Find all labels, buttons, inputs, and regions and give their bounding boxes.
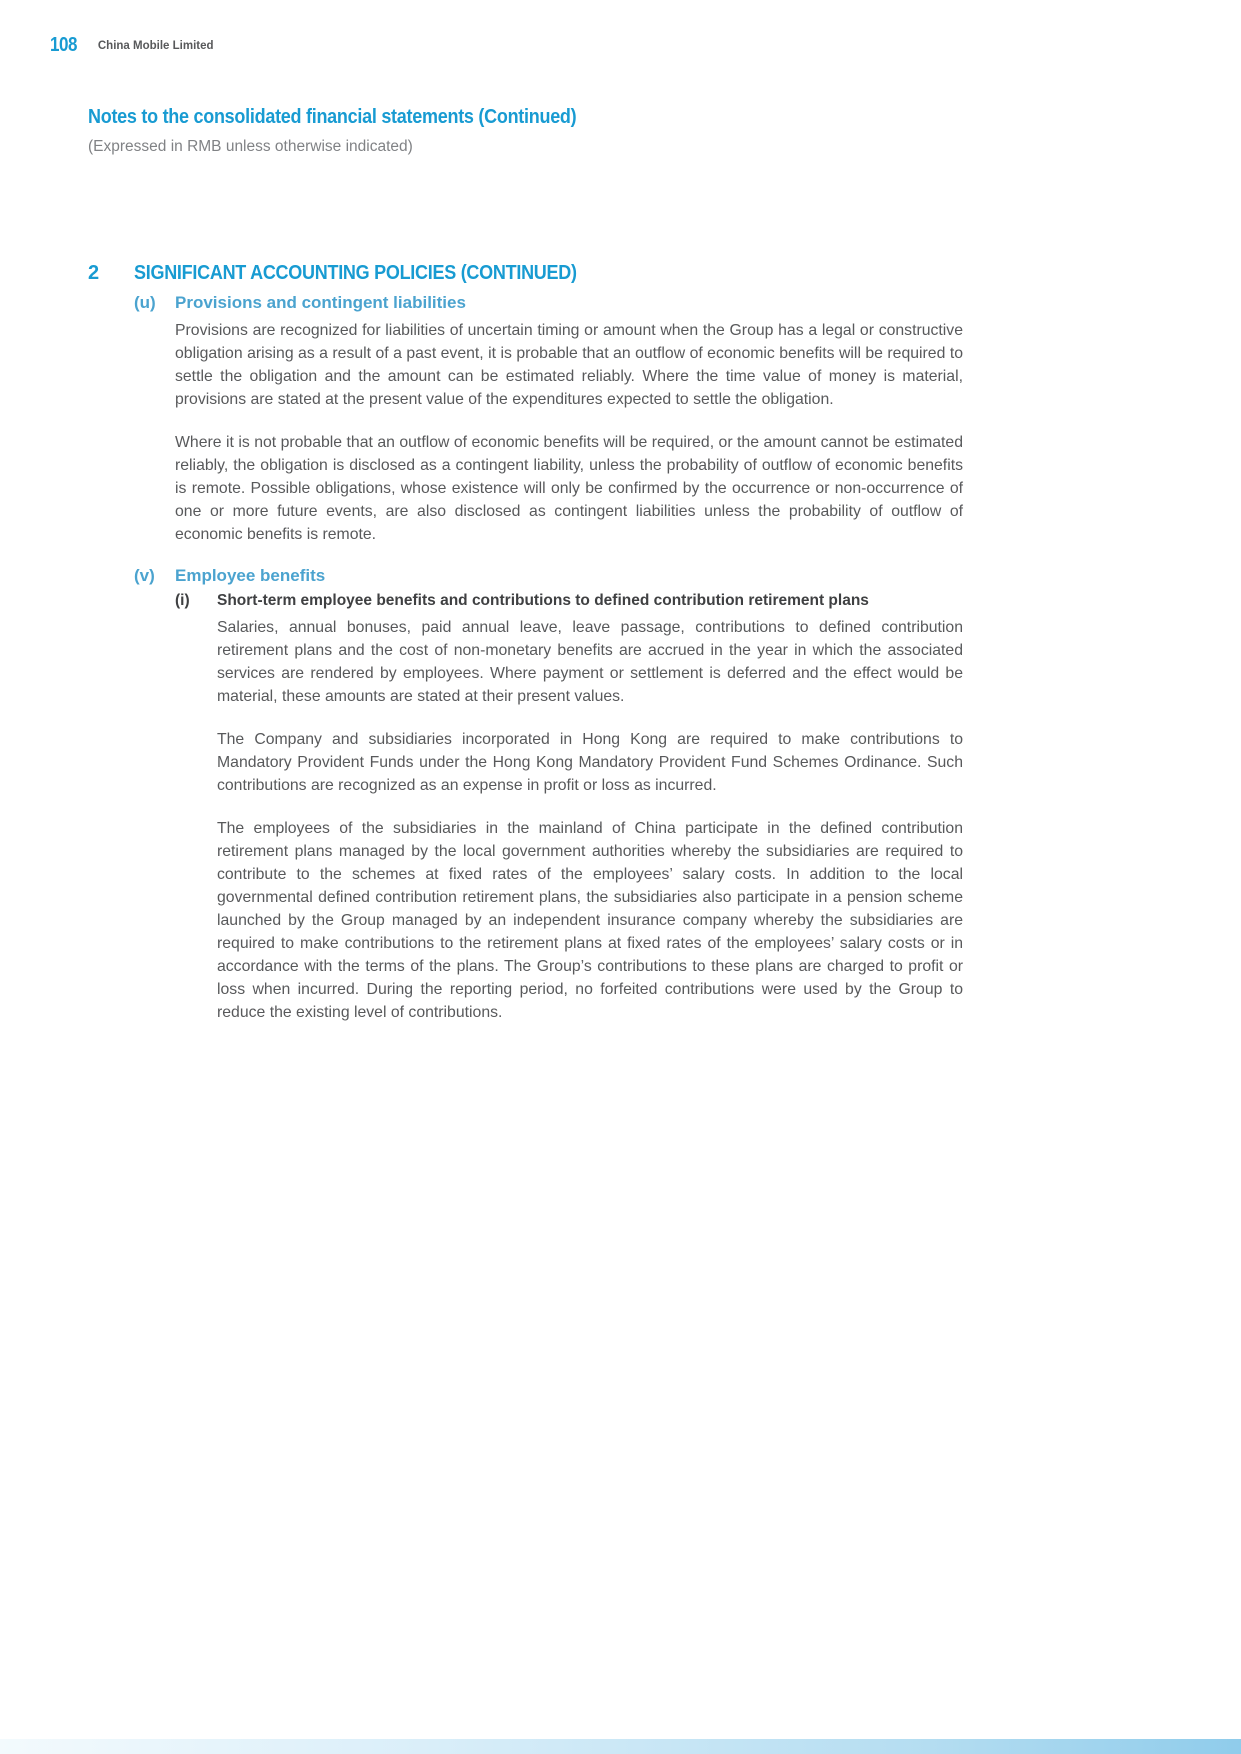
section-heading bbox=[88, 262, 963, 285]
paragraph: Where it is not probable that an outflow of economic benefits will be required, or the amount cannot be estimated reliably, the obligation is disclosed as a contingent liability, unless the probability of outflow of economic benefits is remote. Possible obligations, whose existence will only be confirmed by the occurrence or non-occurrence of one or more future events, are also disclosed as contingent liabilities unless the probability of outflow of economic benefits is remote. bbox=[175, 434, 963, 543]
company-name: China Mobile Limited bbox=[97, 40, 214, 52]
paragraph: The Company and subsidiaries incorporated in Hong Kong are required to make contributions to Mandatory Provident Funds under the Hong Kong Mandatory Provident Fund Schemes Ordinance. Such contributions are recognized as an expense in profit or loss as incurred. bbox=[217, 731, 963, 794]
subitem-short-term-benefits bbox=[175, 592, 963, 1024]
subsection-body bbox=[175, 319, 963, 546]
section-number: 2 bbox=[88, 262, 100, 284]
section-title: SIGNIFICANT ACCOUNTING POLICIES (CONTINUED) bbox=[134, 262, 577, 284]
subsection-employee-benefits bbox=[134, 566, 963, 1024]
subsection-heading bbox=[134, 566, 963, 586]
subitem-title: Short-term employee benefits and contributions to defined contribution retirement plans bbox=[217, 592, 869, 609]
subitem-label: (i) bbox=[175, 592, 190, 609]
subsection-heading bbox=[134, 293, 963, 313]
subsection-title: Employee benefits bbox=[175, 566, 326, 585]
subsection-label: (u) bbox=[134, 293, 156, 312]
subitem-heading bbox=[175, 592, 963, 610]
page-number: 108 bbox=[50, 34, 78, 56]
paragraph: Provisions are recognized for liabilities of uncertain timing or amount when the Group has a legal or constructive obligation arising as a result of a past event, it is probable that an outflow of economic benefits will be required to settle the obligation and the amount can be estimated reliably. Where the time value of money is material, provisions are stated at the present value of the expenditures expected to settle the obligation. bbox=[175, 322, 963, 408]
paragraph: The employees of the subsidiaries in the mainland of China participate in the defined contribution retirement plans managed by the local government authorities whereby the subsidiaries are required to contribute to the schemes at fixed rates of the employees’ salary costs. In addition to the local governmental defined contribution retirement plans, the subsidiaries also participate in a pension scheme launched by the Group managed by an independent insurance company whereby the subsidiaries are required to make contributions to the retirement plans at fixed rates of the employees’ salary costs or in accordance with the terms of the plans. The Group’s contributions to these plans are charged to profit or loss when incurred. During the reporting period, no forfeited contributions were used by the Group to reduce the existing level of contributions. bbox=[217, 820, 963, 1021]
subitem-body bbox=[217, 616, 963, 1024]
paragraph: Salaries, annual bonuses, paid annual leave, leave passage, contributions to defined contribution retirement plans and the cost of non-monetary benefits are accrued in the year in which the associated services are rendered by employees. Where payment or settlement is deferred and the effect would be material, these amounts are stated at their present values. bbox=[217, 619, 963, 705]
doc-title: Notes to the consolidated financial statements (Continued) bbox=[88, 106, 577, 128]
subsection-provisions bbox=[134, 293, 963, 546]
document-content bbox=[88, 262, 963, 1044]
bottom-gradient-bar bbox=[0, 1739, 1241, 1754]
doc-title-block bbox=[88, 106, 963, 156]
doc-subtitle: (Expressed in RMB unless otherwise indicated) bbox=[88, 138, 413, 155]
subsection-label: (v) bbox=[134, 566, 155, 585]
subsection-title: Provisions and contingent liabilities bbox=[175, 293, 466, 312]
page-header bbox=[50, 34, 214, 57]
